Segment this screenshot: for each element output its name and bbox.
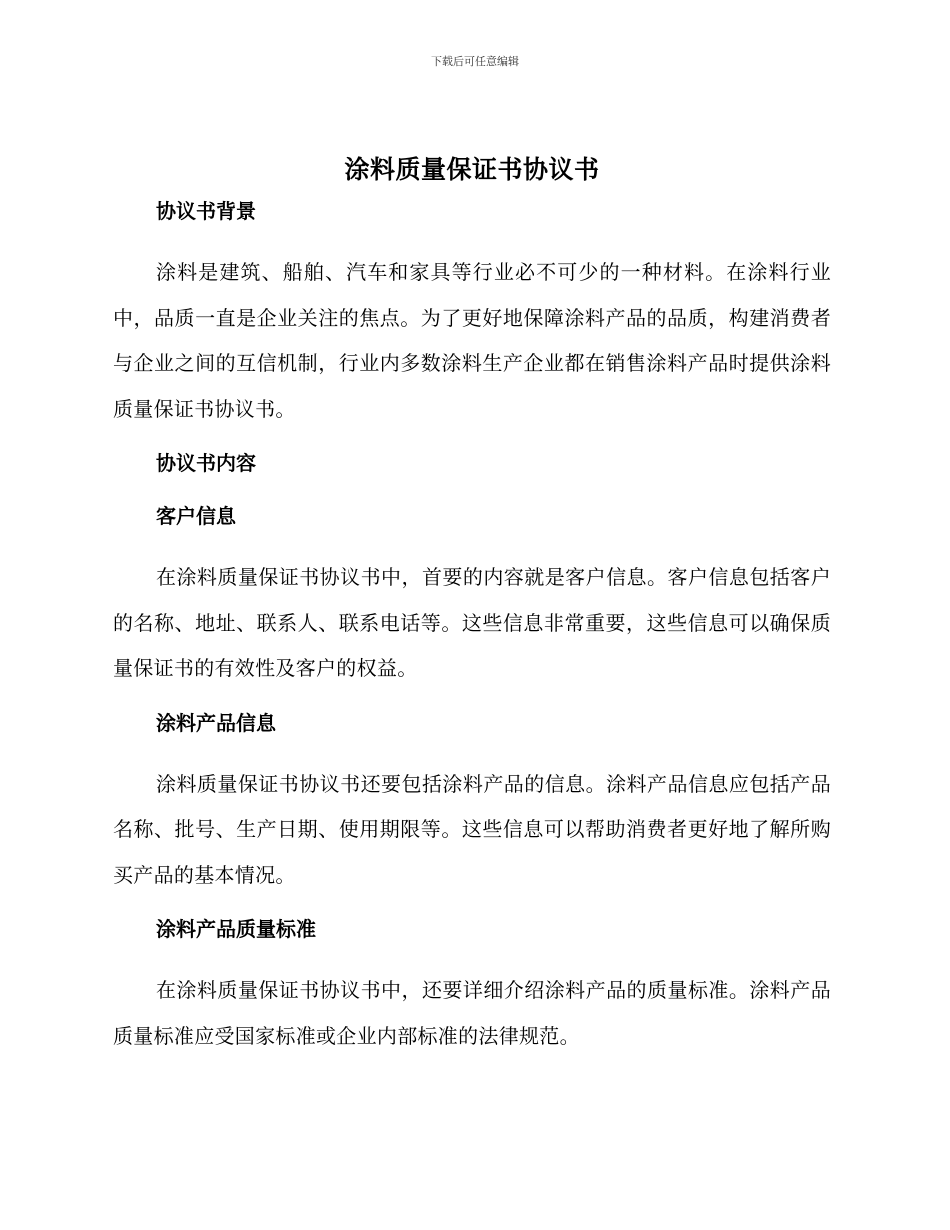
paragraph-customer: 在涂料质量保证书协议书中，首要的内容就是客户信息。客户信息包括客户的名称、地址、联系人、联系电话等。这些信息非常重要，这些信息可以确保质量保证书的有效性及客户的权益。 [113, 565, 831, 680]
section-heading-content: 协议书内容 [156, 451, 256, 475]
document-body [113, 150, 831, 1059]
section-heading-standard: 涂料产品质量标准 [156, 917, 316, 941]
page-header-note: 下载后可任意编辑 [431, 55, 519, 68]
paragraph-product: 涂料质量保证书协议书还要包括涂料产品的信息。涂料产品信息应包括产品名称、批号、生产日期、使用期限等。这些信息可以帮助消费者更好地了解所购买产品的基本情况。 [113, 771, 831, 887]
document-title: 涂料质量保证书协议书 [344, 155, 600, 184]
section-heading-product: 涂料产品信息 [156, 710, 276, 735]
section-heading-background: 协议书背景 [156, 199, 256, 223]
section-heading-customer: 客户信息 [156, 504, 236, 528]
paragraph-background: 涂料是建筑、船舶、汽车和家具等行业必不可少的一种材料。在涂料行业中，品质一直是企业关注的焦点。为了更好地保障涂料产品的品质，构建消费者与企业之间的互信机制，行业内多数涂料生产企业都在销售涂料产品时提供涂料质量保证书协议书。 [113, 260, 831, 421]
paragraph-standard: 在涂料质量保证书协议书中，还要详细介绍涂料产品的质量标准。涂料产品质量标准应受国家标准或企业内部标准的法律规范。 [113, 978, 831, 1048]
